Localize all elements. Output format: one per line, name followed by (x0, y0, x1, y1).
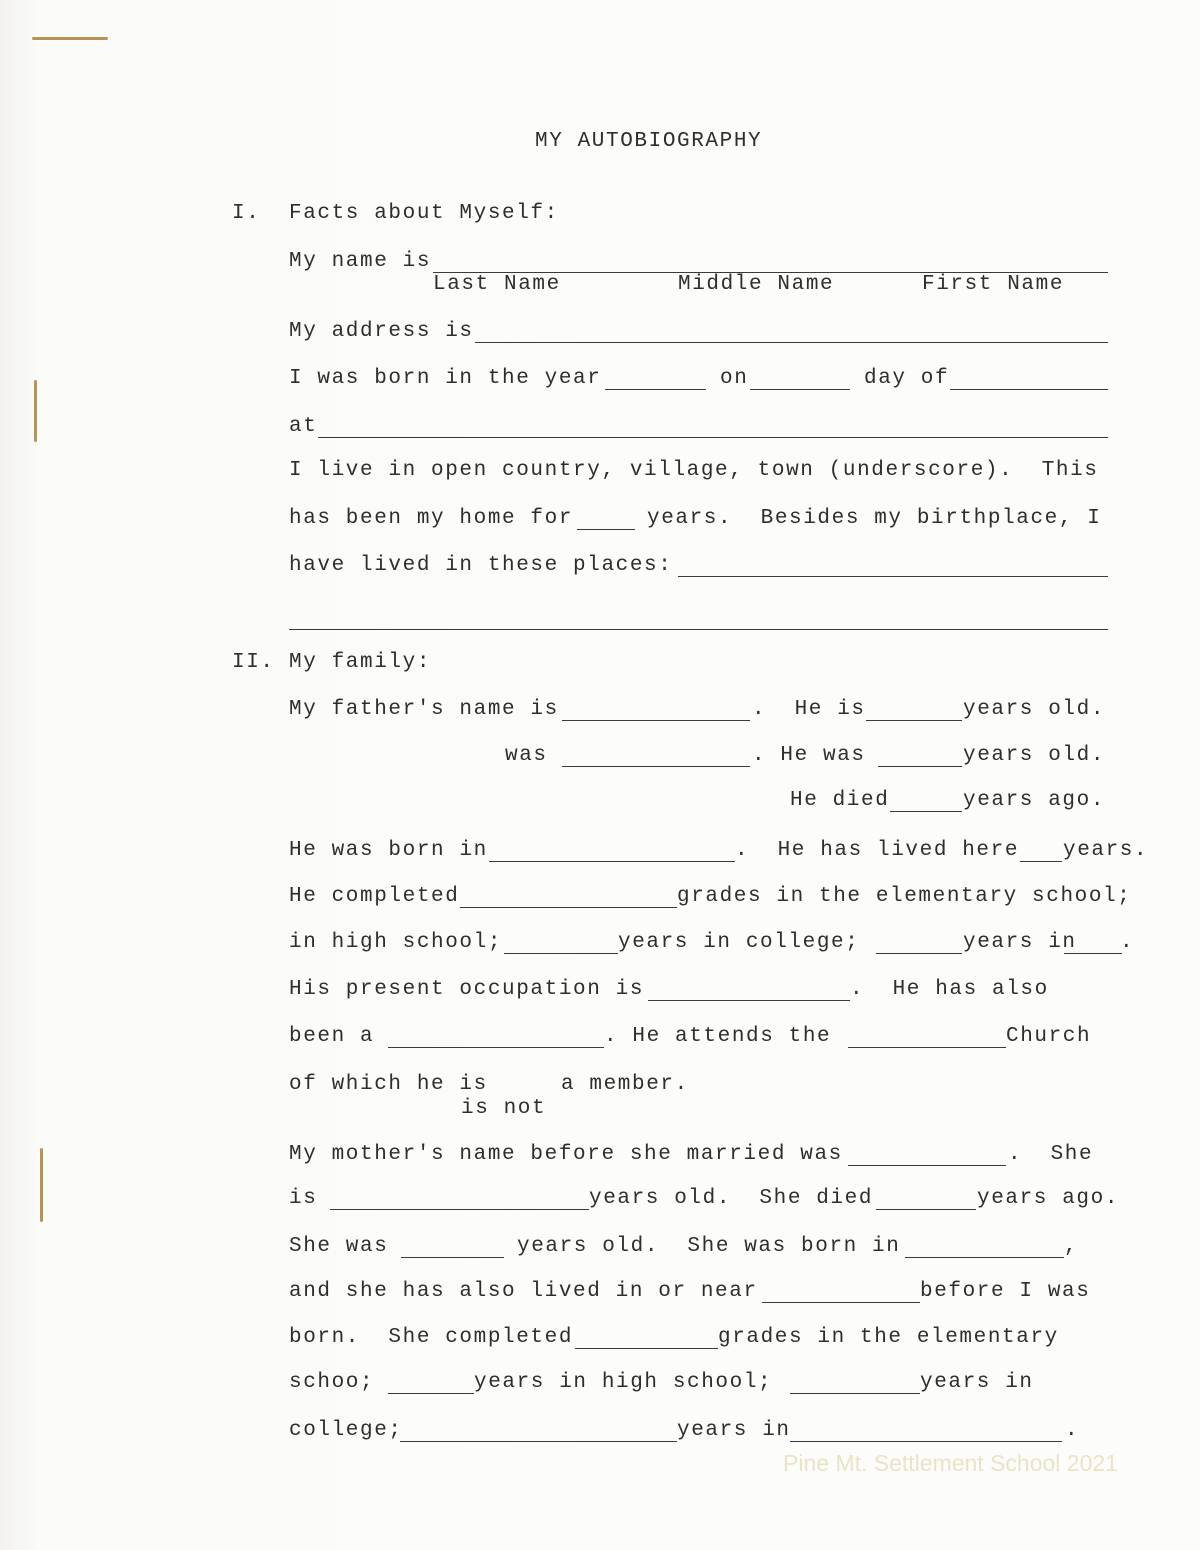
fill-in-blank[interactable] (388, 1047, 604, 1048)
form-text: . (1120, 931, 1135, 954)
form-text: college; (289, 1419, 403, 1442)
form-text: grades in the elementary (718, 1326, 1059, 1349)
fill-in-blank[interactable] (475, 342, 1108, 343)
form-text: years old. She was born in (517, 1235, 901, 1258)
fill-in-blank[interactable] (1020, 861, 1062, 862)
form-text: at (289, 415, 318, 438)
fill-in-blank[interactable] (289, 629, 1108, 630)
fill-in-blank[interactable] (750, 389, 850, 390)
document-title: MY AUTOBIOGRAPHY (535, 130, 763, 153)
fill-in-blank[interactable] (562, 720, 750, 721)
form-text: years. (1063, 839, 1149, 862)
form-text: My father's name is (289, 698, 559, 721)
form-text: is not (461, 1097, 547, 1120)
form-text: years in high school; (474, 1371, 773, 1394)
form-text: schoo; (289, 1371, 375, 1394)
form-text: First Name (922, 273, 1065, 296)
fill-in-blank[interactable] (318, 437, 1108, 438)
form-text: My family: (289, 651, 432, 674)
fill-in-blank[interactable] (1064, 953, 1122, 954)
form-text: before I was (920, 1280, 1091, 1303)
watermark: Pine Mt. Settlement School 2021 (783, 1450, 1118, 1476)
paper-stain (34, 380, 37, 442)
form-text: He died (790, 789, 890, 812)
fill-in-blank[interactable] (489, 861, 735, 862)
fill-in-blank[interactable] (562, 766, 750, 767)
form-text: He completed (289, 885, 460, 908)
form-text: I live in open country, village, town (underscore). This (289, 459, 1099, 482)
form-text: I was born in the year (289, 367, 602, 390)
form-text: My address is (289, 320, 474, 343)
form-text: years ago. (977, 1187, 1120, 1210)
form-text: on (720, 367, 749, 390)
form-text: grades in the elementary school; (677, 885, 1132, 908)
form-text: years in (677, 1419, 791, 1442)
fill-in-blank[interactable] (460, 907, 677, 908)
form-text: born. She completed (289, 1326, 574, 1349)
fill-in-blank[interactable] (848, 1047, 1006, 1048)
form-text: and she has also lived in or near (289, 1280, 758, 1303)
form-text: of which he is (289, 1073, 488, 1096)
form-text: years in (920, 1371, 1034, 1394)
form-text: My name is (289, 250, 432, 273)
fill-in-blank[interactable] (848, 1165, 1006, 1166)
form-text: . (1065, 1419, 1080, 1442)
fill-in-blank[interactable] (401, 1257, 504, 1258)
form-text: in high school; (289, 931, 503, 954)
form-text: years in (963, 931, 1077, 954)
fill-in-blank[interactable] (790, 1393, 920, 1394)
form-text: Church (1006, 1025, 1092, 1048)
fill-in-blank[interactable] (400, 1441, 677, 1442)
form-text: , (1064, 1235, 1079, 1258)
fill-in-blank[interactable] (605, 389, 706, 390)
form-text: . He attends the (604, 1025, 832, 1048)
fill-in-blank[interactable] (866, 720, 962, 721)
form-text: He was born in (289, 839, 488, 862)
fill-in-blank[interactable] (577, 529, 635, 530)
form-text: My mother's name before she married was (289, 1143, 843, 1166)
form-text: His present occupation is (289, 978, 645, 1001)
form-text: years. Besides my birthplace, I (647, 507, 1102, 530)
form-text: is (289, 1187, 318, 1210)
form-text: day of (864, 367, 950, 390)
fill-in-blank[interactable] (504, 953, 618, 954)
fill-in-blank[interactable] (905, 1257, 1064, 1258)
fill-in-blank[interactable] (790, 1441, 1062, 1442)
form-text: years ago. (963, 789, 1106, 812)
form-text: . She (1008, 1143, 1094, 1166)
paper-stain (32, 37, 108, 40)
form-text: . He is (752, 698, 866, 721)
form-text: She was (289, 1235, 389, 1258)
fill-in-blank[interactable] (876, 1209, 976, 1210)
form-text: II. (232, 651, 275, 674)
fill-in-blank[interactable] (648, 1000, 850, 1001)
form-text: . He was (752, 744, 866, 767)
fill-in-blank[interactable] (388, 1393, 474, 1394)
form-text: . He has lived here (735, 839, 1020, 862)
form-text: years old. (963, 744, 1106, 767)
fill-in-blank[interactable] (876, 953, 962, 954)
form-text: years old. She died (589, 1187, 874, 1210)
form-text: . He has also (850, 978, 1049, 1001)
form-text: years in college; (618, 931, 860, 954)
fill-in-blank[interactable] (890, 811, 962, 812)
form-text: was (505, 744, 548, 767)
form-text: has been my home for (289, 507, 574, 530)
fill-in-blank[interactable] (678, 576, 1108, 577)
form-text: a member. (561, 1073, 689, 1096)
form-text: have lived in these places: (289, 554, 673, 577)
fill-in-blank[interactable] (950, 389, 1108, 390)
fill-in-blank[interactable] (762, 1302, 920, 1303)
paper-stain (40, 1148, 43, 1222)
form-text: Facts about Myself: (289, 202, 559, 225)
fill-in-blank[interactable] (330, 1209, 589, 1210)
form-text: been a (289, 1025, 375, 1048)
form-text: Last Name (433, 273, 561, 296)
fill-in-blank[interactable] (878, 766, 962, 767)
form-text: years old. (963, 698, 1106, 721)
form-text: Middle Name (678, 273, 835, 296)
form-text: I. (232, 202, 261, 225)
fill-in-blank[interactable] (575, 1348, 718, 1349)
